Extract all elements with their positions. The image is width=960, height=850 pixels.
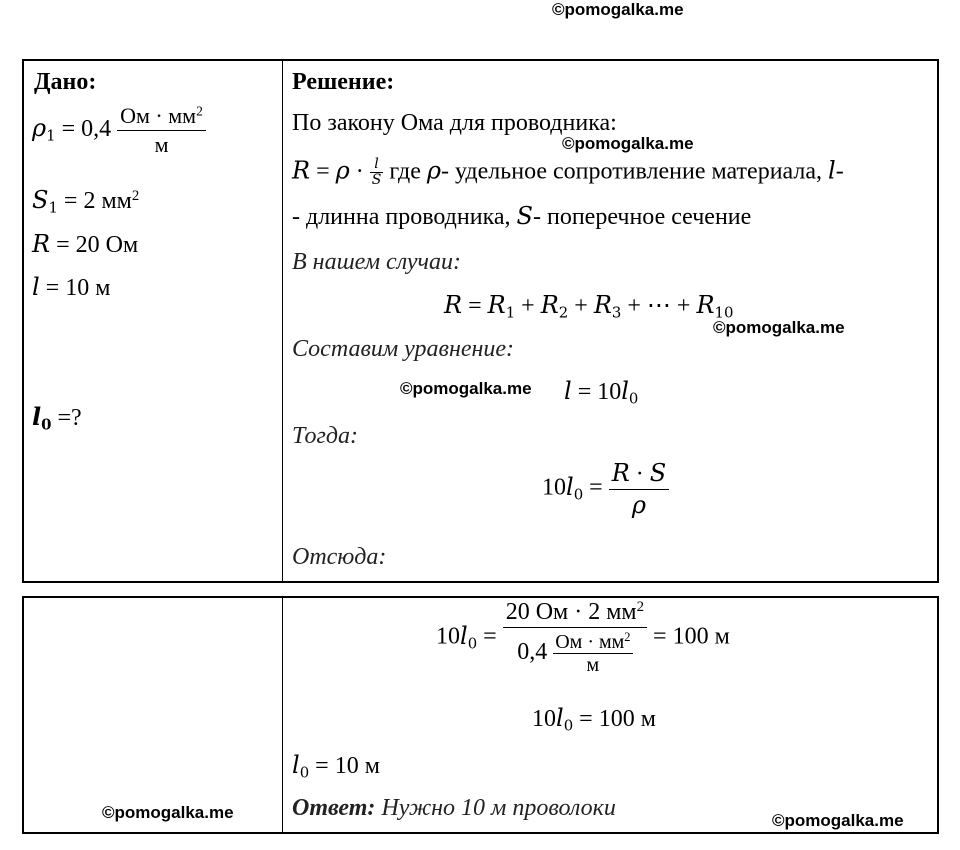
answer: Ответ: Нужно 10 м проволоки (292, 795, 616, 821)
equation-label: Составим уравнение: (292, 336, 515, 362)
watermark-bottom-right: ©pomogalka.me (772, 811, 904, 830)
watermark-equation: ©pomogalka.me (400, 379, 532, 398)
column-divider-lower (282, 598, 283, 832)
hence-label: Отсюда: (292, 544, 387, 570)
calculation-table (22, 596, 939, 834)
watermark-sum: ©pomogalka.me (713, 318, 845, 337)
given-unknown: $l_0$ =? (32, 402, 82, 434)
solution-intro: По закону Ома для проводника: (292, 110, 617, 136)
given-rho: $\rho_1 = 0,4$ $\frac{Ом \cdot мм^2}{м}$ (32, 105, 206, 156)
given-s: $S_1 = 2$ $мм^2$ (32, 186, 140, 217)
case-label: В нашем случаи: (292, 249, 461, 275)
calculation-formula: $10l_0$ = 20 Ом · 2 $мм^2$ 0,4 $\frac{Ом \cdot мм^2}{м}$ = 100 м (436, 598, 730, 676)
sum-formula: $R = R_1 + R_2 + R_3$ + ⋯ + $R_{10}$ (444, 291, 734, 322)
length-formula: $10l_0$ = $\frac{R \cdot S}{\rho}$ (542, 461, 669, 517)
final-length: $l_0 = 10$ м (292, 751, 380, 782)
given-heading: Дано: (34, 69, 97, 95)
equation: $l = 10l_0$ (564, 377, 639, 408)
formula-continuation: - длинна проводника, S- поперечное сечение (292, 202, 752, 230)
watermark-top: ©pomogalka.me (552, 0, 684, 19)
calculation-result: $10l_0 = 100$ м (532, 704, 656, 735)
watermark-intro: ©pomogalka.me (562, 134, 694, 153)
solution-heading: Решение: (292, 69, 395, 95)
watermark-bottom-left: ©pomogalka.me (102, 803, 234, 822)
given-l: l = 10 м (32, 273, 111, 301)
problem-table (22, 59, 939, 583)
ohm-formula: R = ρ · $\frac{l}{S}$ где ρ- удельное сопротивление материала, l- (292, 156, 844, 189)
then-label: Тогда: (292, 423, 358, 449)
column-divider (282, 61, 283, 581)
given-r: R = 20 Ом (32, 230, 139, 258)
